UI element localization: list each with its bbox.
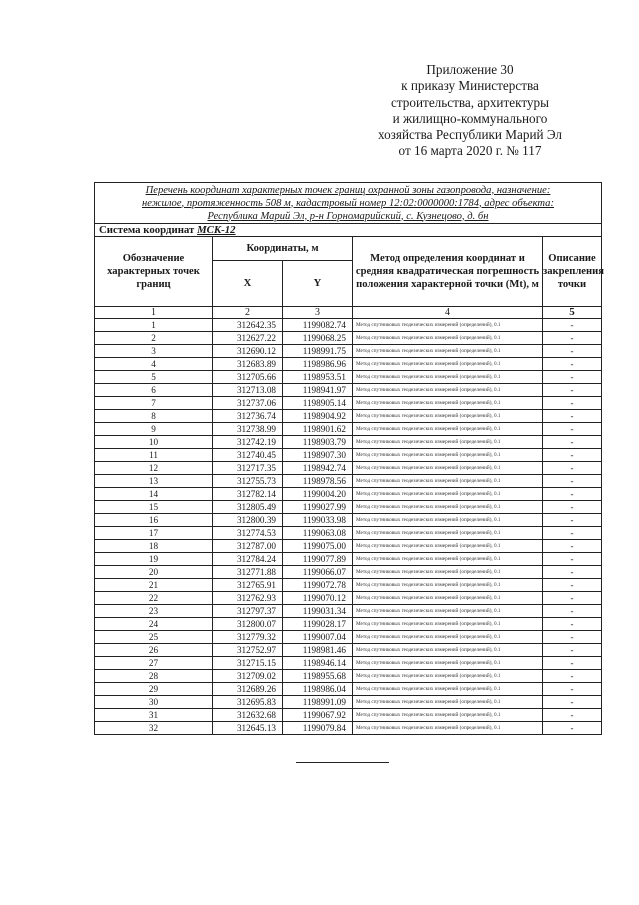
point-number: 4 bbox=[95, 358, 213, 371]
point-number: 8 bbox=[95, 410, 213, 423]
table-row bbox=[95, 709, 602, 722]
point-number: 6 bbox=[95, 384, 213, 397]
point-number: 9 bbox=[95, 423, 213, 436]
description-cell: - bbox=[543, 618, 602, 631]
coordinate-x: 312645.13 bbox=[213, 722, 283, 735]
description-cell: - bbox=[543, 722, 602, 735]
appendix-header bbox=[330, 62, 610, 160]
coordinate-x: 312800.39 bbox=[213, 514, 283, 527]
description-cell: - bbox=[543, 501, 602, 514]
method-cell: Метод спутниковых геодезических измерений (определений), 0.1 bbox=[353, 358, 543, 371]
coordinate-y: 1198901.62 bbox=[283, 423, 353, 436]
method-cell: Метод спутниковых геодезических измерений (определений), 0.1 bbox=[353, 722, 543, 735]
description-cell: - bbox=[543, 605, 602, 618]
method-cell: Метод спутниковых геодезических измерений (определений), 0.1 bbox=[353, 683, 543, 696]
table-row bbox=[95, 696, 602, 709]
coordinate-x: 312709.02 bbox=[213, 670, 283, 683]
coordinate-system-label: Система координат bbox=[99, 224, 195, 236]
description-cell: - bbox=[543, 670, 602, 683]
coordinate-y: 1199082.74 bbox=[283, 319, 353, 332]
table-row bbox=[95, 462, 602, 475]
table-row bbox=[95, 683, 602, 696]
appendix-line: от 16 марта 2020 г. № 117 bbox=[398, 143, 542, 159]
table-row bbox=[95, 670, 602, 683]
method-cell: Метод спутниковых геодезических измерений (определений), 0.1 bbox=[353, 319, 543, 332]
method-cell: Метод спутниковых геодезических измерений (определений), 0.1 bbox=[353, 566, 543, 579]
method-cell: Метод спутниковых геодезических измерений (определений), 0.1 bbox=[353, 371, 543, 384]
column-numbers-row bbox=[95, 307, 602, 319]
description-cell: - bbox=[543, 566, 602, 579]
point-number: 5 bbox=[95, 371, 213, 384]
description-cell: - bbox=[543, 683, 602, 696]
coordinate-y: 1199066.07 bbox=[283, 566, 353, 579]
coordinate-y: 1198905.14 bbox=[283, 397, 353, 410]
table-row bbox=[95, 345, 602, 358]
method-cell: Метод спутниковых геодезических измерений (определений), 0.1 bbox=[353, 579, 543, 592]
header-coordinates: Координаты, м bbox=[213, 237, 353, 261]
description-cell: - bbox=[543, 657, 602, 670]
table-row bbox=[95, 410, 602, 423]
description-cell: - bbox=[543, 462, 602, 475]
method-cell: Метод спутниковых геодезических измерений (определений), 0.1 bbox=[353, 475, 543, 488]
table-row bbox=[95, 423, 602, 436]
appendix-line: Приложение 30 bbox=[426, 62, 514, 77]
coordinate-x: 312689.26 bbox=[213, 683, 283, 696]
point-number: 13 bbox=[95, 475, 213, 488]
coordinate-y: 1199031.34 bbox=[283, 605, 353, 618]
coordinates-table bbox=[94, 182, 602, 735]
point-number: 10 bbox=[95, 436, 213, 449]
point-number: 25 bbox=[95, 631, 213, 644]
coordinate-y: 1198907.30 bbox=[283, 449, 353, 462]
table-row bbox=[95, 540, 602, 553]
coordinate-y: 1198904.92 bbox=[283, 410, 353, 423]
point-number: 3 bbox=[95, 345, 213, 358]
method-cell: Метод спутниковых геодезических измерений (определений), 0.1 bbox=[353, 553, 543, 566]
coordinate-y: 1198986.96 bbox=[283, 358, 353, 371]
point-number: 1 bbox=[95, 319, 213, 332]
method-cell: Метод спутниковых геодезических измерений (определений), 0.1 bbox=[353, 449, 543, 462]
description-cell: - bbox=[543, 449, 602, 462]
appendix-line: к приказу Министерства bbox=[401, 78, 539, 94]
table-row bbox=[95, 371, 602, 384]
coordinate-y: 1198991.75 bbox=[283, 345, 353, 358]
coordinate-y: 1199063.08 bbox=[283, 527, 353, 540]
table-row bbox=[95, 358, 602, 371]
point-number: 2 bbox=[95, 332, 213, 345]
coordinate-x: 312805.49 bbox=[213, 501, 283, 514]
description-cell: - bbox=[543, 696, 602, 709]
point-number: 27 bbox=[95, 657, 213, 670]
coordinate-y: 1199028.17 bbox=[283, 618, 353, 631]
coordinate-y: 1199027.99 bbox=[283, 501, 353, 514]
description-cell: - bbox=[543, 410, 602, 423]
column-number: 5 bbox=[543, 307, 602, 319]
table-row bbox=[95, 631, 602, 644]
coordinate-y: 1198942.74 bbox=[283, 462, 353, 475]
table-title-line: Перечень координат характерных точек границ охранной зоны газопровода, назначение: bbox=[145, 184, 551, 196]
coordinate-x: 312771.88 bbox=[213, 566, 283, 579]
method-cell: Метод спутниковых геодезических измерений (определений), 0.1 bbox=[353, 709, 543, 722]
coordinate-x: 312736.74 bbox=[213, 410, 283, 423]
method-cell: Метод спутниковых геодезических измерений (определений), 0.1 bbox=[353, 514, 543, 527]
column-number: 1 bbox=[95, 307, 213, 319]
coordinate-x: 312738.99 bbox=[213, 423, 283, 436]
coordinate-y: 1198955.68 bbox=[283, 670, 353, 683]
coordinate-x: 312683.89 bbox=[213, 358, 283, 371]
point-number: 17 bbox=[95, 527, 213, 540]
table-row bbox=[95, 722, 602, 735]
description-cell: - bbox=[543, 592, 602, 605]
method-cell: Метод спутниковых геодезических измерений (определений), 0.1 bbox=[353, 644, 543, 657]
description-cell: - bbox=[543, 358, 602, 371]
header-designation: Обозначение характерных точек границ bbox=[95, 237, 213, 307]
point-number: 26 bbox=[95, 644, 213, 657]
coordinate-y: 1198941.97 bbox=[283, 384, 353, 397]
description-cell: - bbox=[543, 579, 602, 592]
table-row bbox=[95, 384, 602, 397]
table-row bbox=[95, 657, 602, 670]
coordinate-x: 312705.66 bbox=[213, 371, 283, 384]
table-row bbox=[95, 332, 602, 345]
description-cell: - bbox=[543, 631, 602, 644]
method-cell: Метод спутниковых геодезических измерений (определений), 0.1 bbox=[353, 540, 543, 553]
coordinate-system-value: МСК-12 bbox=[197, 224, 236, 236]
column-number: 3 bbox=[283, 307, 353, 319]
description-cell: - bbox=[543, 540, 602, 553]
table-title-line: Республика Марий Эл, р-н Горномарийский, с. Кузнецово, д. бн bbox=[207, 210, 489, 222]
coordinate-x: 312737.06 bbox=[213, 397, 283, 410]
description-cell: - bbox=[543, 332, 602, 345]
method-cell: Метод спутниковых геодезических измерений (определений), 0.1 bbox=[353, 332, 543, 345]
coordinate-y: 1198981.46 bbox=[283, 644, 353, 657]
method-cell: Метод спутниковых геодезических измерений (определений), 0.1 bbox=[353, 384, 543, 397]
method-cell: Метод спутниковых геодезических измерений (определений), 0.1 bbox=[353, 462, 543, 475]
header-x: X bbox=[213, 261, 283, 307]
method-cell: Метод спутниковых геодезических измерений (определений), 0.1 bbox=[353, 670, 543, 683]
method-cell: Метод спутниковых геодезических измерений (определений), 0.1 bbox=[353, 631, 543, 644]
coordinate-y: 1198953.51 bbox=[283, 371, 353, 384]
coordinate-x: 312755.73 bbox=[213, 475, 283, 488]
table-row bbox=[95, 475, 602, 488]
coordinate-x: 312787.00 bbox=[213, 540, 283, 553]
footer-divider bbox=[296, 762, 389, 763]
table-row bbox=[95, 605, 602, 618]
point-number: 19 bbox=[95, 553, 213, 566]
coordinate-x: 312774.53 bbox=[213, 527, 283, 540]
method-cell: Метод спутниковых геодезических измерений (определений), 0.1 bbox=[353, 657, 543, 670]
coordinate-y: 1199072.78 bbox=[283, 579, 353, 592]
table-row bbox=[95, 436, 602, 449]
coordinate-x: 312797.37 bbox=[213, 605, 283, 618]
table-row bbox=[95, 527, 602, 540]
method-cell: Метод спутниковых геодезических измерений (определений), 0.1 bbox=[353, 618, 543, 631]
coordinate-x: 312695.83 bbox=[213, 696, 283, 709]
coordinate-x: 312740.45 bbox=[213, 449, 283, 462]
table-row bbox=[95, 592, 602, 605]
point-number: 28 bbox=[95, 670, 213, 683]
method-cell: Метод спутниковых геодезических измерений (определений), 0.1 bbox=[353, 527, 543, 540]
coordinate-x: 312765.91 bbox=[213, 579, 283, 592]
description-cell: - bbox=[543, 527, 602, 540]
coordinate-x: 312762.93 bbox=[213, 592, 283, 605]
table-row bbox=[95, 449, 602, 462]
coordinate-x: 312715.15 bbox=[213, 657, 283, 670]
appendix-line: и жилищно-коммунального bbox=[392, 110, 548, 126]
table-row bbox=[95, 579, 602, 592]
table-row bbox=[95, 514, 602, 527]
point-number: 32 bbox=[95, 722, 213, 735]
description-cell: - bbox=[543, 436, 602, 449]
point-number: 12 bbox=[95, 462, 213, 475]
coordinate-system bbox=[95, 224, 602, 237]
table-row bbox=[95, 644, 602, 657]
coordinate-x: 312717.35 bbox=[213, 462, 283, 475]
table-title bbox=[95, 183, 602, 224]
header-description: Описание закрепления точки bbox=[543, 237, 602, 307]
table-row bbox=[95, 319, 602, 332]
coordinate-y: 1198946.14 bbox=[283, 657, 353, 670]
coordinate-x: 312713.08 bbox=[213, 384, 283, 397]
point-number: 22 bbox=[95, 592, 213, 605]
method-cell: Метод спутниковых геодезических измерений (определений), 0.1 bbox=[353, 501, 543, 514]
point-number: 31 bbox=[95, 709, 213, 722]
description-cell: - bbox=[543, 423, 602, 436]
point-number: 20 bbox=[95, 566, 213, 579]
point-number: 23 bbox=[95, 605, 213, 618]
coordinate-x: 312782.14 bbox=[213, 488, 283, 501]
description-cell: - bbox=[543, 709, 602, 722]
point-number: 16 bbox=[95, 514, 213, 527]
method-cell: Метод спутниковых геодезических измерений (определений), 0.1 bbox=[353, 436, 543, 449]
point-number: 15 bbox=[95, 501, 213, 514]
table-title-line: нежилое, протяженность 508 м, кадастровый номер 12:02:0000000:1784, адрес объекта: bbox=[141, 197, 555, 209]
coordinate-x: 312690.12 bbox=[213, 345, 283, 358]
coordinate-x: 312627.22 bbox=[213, 332, 283, 345]
coordinate-x: 312752.97 bbox=[213, 644, 283, 657]
description-cell: - bbox=[543, 384, 602, 397]
coordinate-y: 1199007.04 bbox=[283, 631, 353, 644]
header-y: Y bbox=[283, 261, 353, 307]
point-number: 18 bbox=[95, 540, 213, 553]
method-cell: Метод спутниковых геодезических измерений (определений), 0.1 bbox=[353, 345, 543, 358]
coordinate-x: 312779.32 bbox=[213, 631, 283, 644]
description-cell: - bbox=[543, 319, 602, 332]
point-number: 30 bbox=[95, 696, 213, 709]
coordinate-x: 312642.35 bbox=[213, 319, 283, 332]
method-cell: Метод спутниковых геодезических измерений (определений), 0.1 bbox=[353, 605, 543, 618]
description-cell: - bbox=[543, 345, 602, 358]
coordinate-x: 312784.24 bbox=[213, 553, 283, 566]
coordinate-y: 1199004.20 bbox=[283, 488, 353, 501]
coordinate-y: 1199075.00 bbox=[283, 540, 353, 553]
method-cell: Метод спутниковых геодезических измерений (определений), 0.1 bbox=[353, 423, 543, 436]
description-cell: - bbox=[543, 371, 602, 384]
coordinate-x: 312632.68 bbox=[213, 709, 283, 722]
point-number: 7 bbox=[95, 397, 213, 410]
point-number: 21 bbox=[95, 579, 213, 592]
method-cell: Метод спутниковых геодезических измерений (определений), 0.1 bbox=[353, 592, 543, 605]
point-number: 24 bbox=[95, 618, 213, 631]
coordinate-x: 312742.19 bbox=[213, 436, 283, 449]
method-cell: Метод спутниковых геодезических измерений (определений), 0.1 bbox=[353, 410, 543, 423]
description-cell: - bbox=[543, 553, 602, 566]
method-cell: Метод спутниковых геодезических измерений (определений), 0.1 bbox=[353, 397, 543, 410]
appendix-line: строительства, архитектуры bbox=[391, 94, 549, 110]
description-cell: - bbox=[543, 488, 602, 501]
coordinate-y: 1198903.79 bbox=[283, 436, 353, 449]
description-cell: - bbox=[543, 514, 602, 527]
point-number: 11 bbox=[95, 449, 213, 462]
coordinate-y: 1199068.25 bbox=[283, 332, 353, 345]
point-number: 29 bbox=[95, 683, 213, 696]
point-number: 14 bbox=[95, 488, 213, 501]
column-number: 2 bbox=[213, 307, 283, 319]
table-row bbox=[95, 566, 602, 579]
coordinate-y: 1198986.04 bbox=[283, 683, 353, 696]
description-cell: - bbox=[543, 644, 602, 657]
appendix-line: хозяйства Республики Марий Эл bbox=[378, 127, 562, 143]
method-cell: Метод спутниковых геодезических измерений (определений), 0.1 bbox=[353, 696, 543, 709]
method-cell: Метод спутниковых геодезических измерений (определений), 0.1 bbox=[353, 488, 543, 501]
table-row bbox=[95, 488, 602, 501]
description-cell: - bbox=[543, 397, 602, 410]
coordinate-y: 1199033.98 bbox=[283, 514, 353, 527]
coordinate-x: 312800.07 bbox=[213, 618, 283, 631]
column-number: 4 bbox=[353, 307, 543, 319]
table-row bbox=[95, 553, 602, 566]
coordinate-y: 1198991.09 bbox=[283, 696, 353, 709]
coordinate-y: 1198978.56 bbox=[283, 475, 353, 488]
table-row bbox=[95, 618, 602, 631]
coordinate-y: 1199067.92 bbox=[283, 709, 353, 722]
header-method: Метод определения координат и средняя квадратическая погрешность положения характерной точки (Mt), м bbox=[353, 237, 543, 307]
coordinate-y: 1199070.12 bbox=[283, 592, 353, 605]
table-row bbox=[95, 397, 602, 410]
table-row bbox=[95, 501, 602, 514]
coordinate-y: 1199079.84 bbox=[283, 722, 353, 735]
coordinate-y: 1199077.89 bbox=[283, 553, 353, 566]
description-cell: - bbox=[543, 475, 602, 488]
